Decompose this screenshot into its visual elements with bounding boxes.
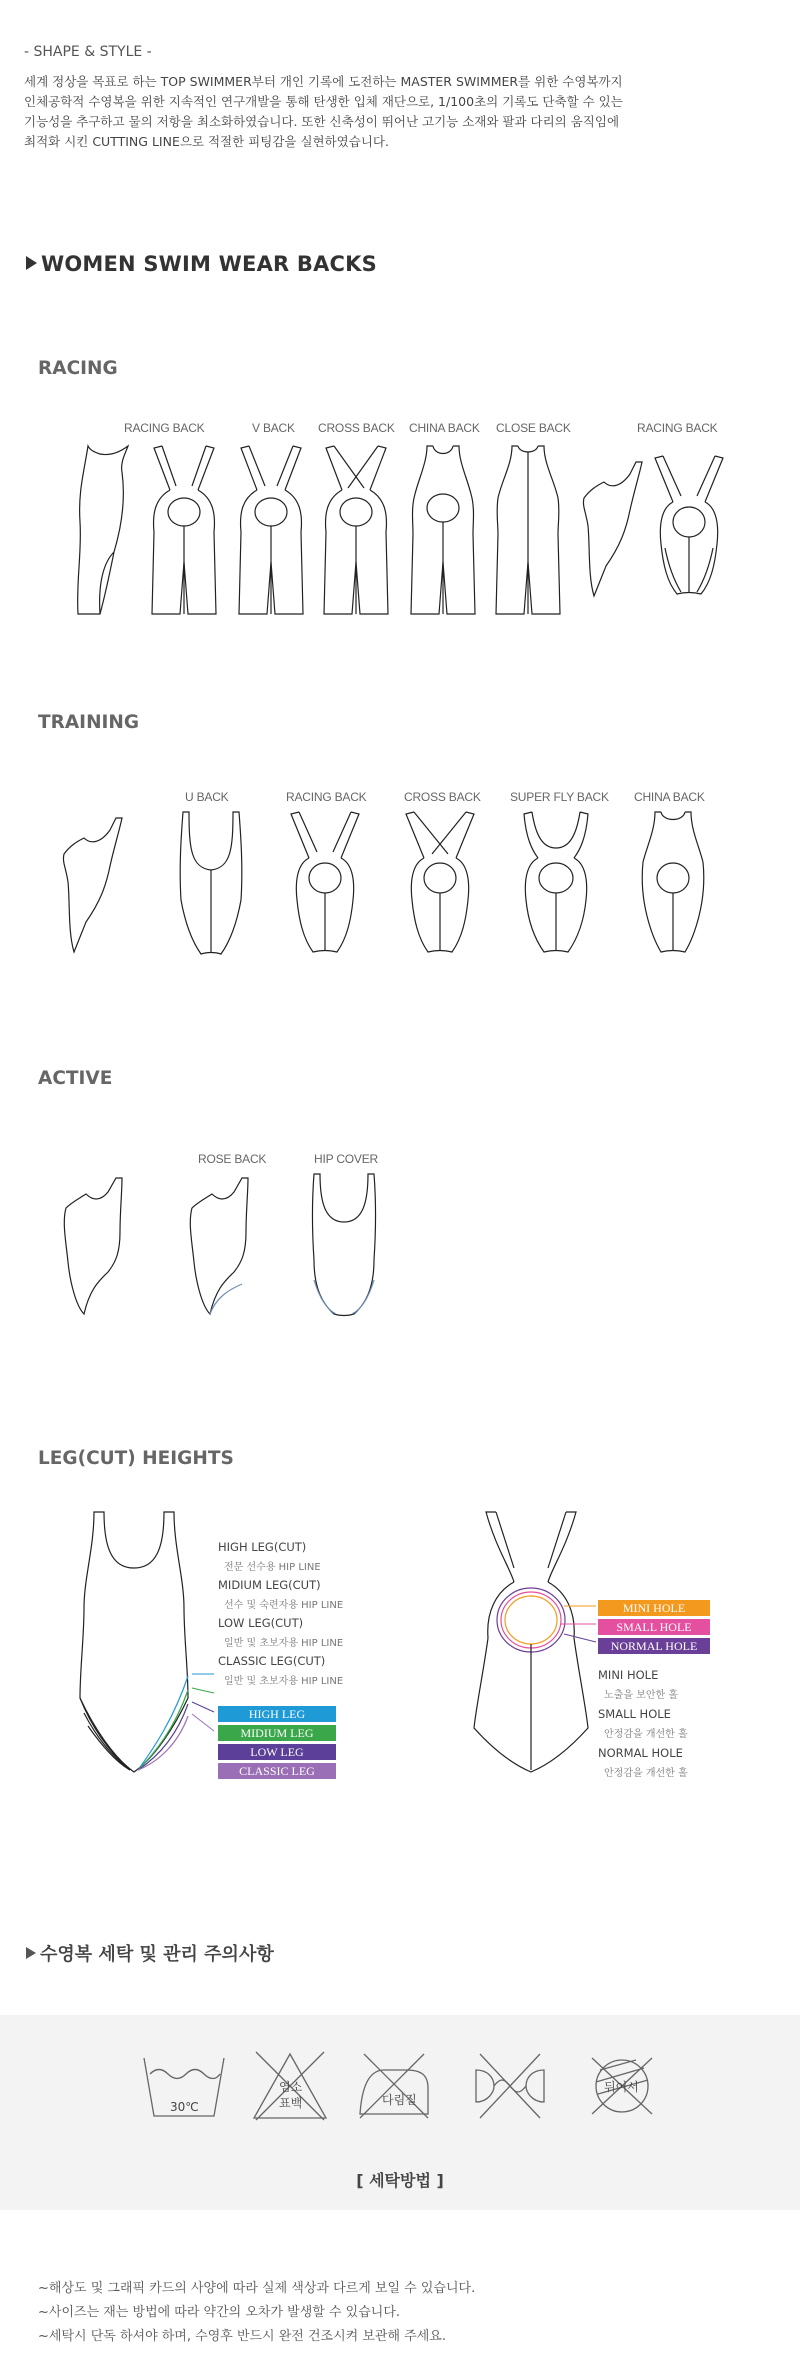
small-hole-box: SMALL HOLE (598, 1619, 710, 1635)
intro-line: 세계 정상을 목표로 하는 TOP SWIMMER부터 개인 기록에 도전하는 MASTER SWIMMER를 위한 수영복까지 (24, 74, 623, 89)
racing-label: RACING BACK (124, 421, 205, 435)
hole-desc-name: MINI HOLE (598, 1668, 659, 1682)
low-leg-box: LOW LEG (218, 1744, 336, 1760)
triangle-bullet-icon (26, 256, 37, 270)
no-bleach-text-1: 염소 (279, 2080, 303, 2094)
close-back-suit-icon (492, 442, 564, 622)
midium-leg-box: MIDIUM LEG (218, 1725, 336, 1741)
hole-desc-sub: 노출을 보안한 홀 (604, 1690, 678, 1701)
intro-line: 인체공학적 수영복을 위한 지속적인 연구개발을 통해 탄생한 입체 재단으로, 1/100초의 기록도 단축할 수 있는 (24, 94, 623, 109)
care-note: ~사이즈는 재는 방법에 따라 약간의 오차가 발생할 수 있습니다. (38, 2305, 401, 2320)
training-label: CROSS BACK (404, 790, 481, 804)
leg-desc-name: MIDIUM LEG(CUT) (218, 1578, 321, 1592)
leg-desc-sub: 전문 선수용 HIP LINE (224, 1562, 321, 1573)
super-fly-back-suit-icon (518, 808, 594, 960)
racing-label: CLOSE BACK (496, 421, 571, 435)
racing-back-short-suit-icon (653, 452, 725, 600)
high-leg-box: HIGH LEG (218, 1706, 336, 1722)
cross-back-suit-icon (320, 442, 392, 622)
training-label: SUPER FLY BACK (510, 790, 609, 804)
hole-desc-name: NORMAL HOLE (598, 1746, 683, 1760)
racing-label: CHINA BACK (409, 421, 480, 435)
shape-style-title: - SHAPE & STYLE - (24, 44, 152, 60)
care-heading (26, 1940, 274, 1966)
racing-label: RACING BACK (637, 421, 718, 435)
v-back-suit-icon (235, 442, 307, 622)
leg-desc-name: HIGH LEG(CUT) (218, 1540, 307, 1554)
leg-desc-name: LOW LEG(CUT) (218, 1616, 304, 1630)
active-label: HIP COVER (314, 1152, 378, 1166)
training-china-back-suit-icon (637, 808, 709, 960)
care-note: ~세탁시 단독 하셔야 하며, 수영후 반드시 완전 건조시켜 보관해 주세요. (38, 2329, 446, 2344)
training-label: RACING BACK (286, 790, 367, 804)
intro-paragraph (24, 72, 684, 152)
no-iron-icon (354, 2048, 434, 2124)
no-bleach-text-2: 표백 (279, 2096, 303, 2110)
training-cross-back-suit-icon (404, 808, 476, 960)
u-back-suit-icon (175, 808, 247, 960)
hole-desc-name: SMALL HOLE (598, 1707, 671, 1721)
hip-cover-suit-icon (306, 1170, 382, 1322)
racing-side-suit-icon (70, 442, 132, 622)
leg-desc-sub: 일반 및 초보자용 HIP LINE (224, 1676, 344, 1687)
racing-label: V BACK (252, 421, 295, 435)
leg-desc-name: CLASSIC LEG(CUT) (218, 1654, 326, 1668)
hole-desc-sub: 안정감을 개선한 홀 (604, 1729, 688, 1740)
training-title: TRAINING (38, 712, 140, 733)
training-racing-back-suit-icon (289, 808, 361, 960)
china-back-suit-icon (407, 442, 479, 622)
main-heading-text: WOMEN SWIM WEAR BACKS (41, 252, 377, 276)
mini-hole-box: MINI HOLE (598, 1600, 710, 1616)
leg-desc-sub: 일반 및 초보자용 HIP LINE (224, 1638, 344, 1649)
training-label: U BACK (185, 790, 229, 804)
hole-desc-sub: 안정감을 개선한 홀 (604, 1768, 688, 1779)
triangle-bullet-icon (26, 1947, 36, 1959)
intro-line: 기능성을 추구하고 물의 저항을 최소화하였습니다. 또한 신축성이 뛰어난 고기능 소재와 팔과 다리의 움직임에 (24, 114, 620, 129)
wash-method-label: [ 세탁방법 ] (356, 2171, 444, 2190)
active-label: ROSE BACK (198, 1152, 267, 1166)
hole-back-suit-icon (456, 1508, 606, 1776)
leg-cut-suit-icon (74, 1508, 200, 1776)
wash-temp-text: 30℃ (170, 2100, 199, 2114)
racing-back-suit-icon (148, 442, 220, 622)
normal-hole-box: NORMAL HOLE (598, 1638, 710, 1654)
training-label: CHINA BACK (634, 790, 705, 804)
intro-line: 최적화 시킨 CUTTING LINE으로 적절한 피팅감을 실현하였습니다. (24, 134, 389, 149)
active-title: ACTIVE (38, 1068, 113, 1089)
leg-desc-sub: 선수 및 숙련자용 HIP LINE (224, 1600, 344, 1611)
training-side-suit-icon (60, 812, 126, 962)
no-wring-icon (470, 2048, 550, 2124)
no-tumble-dry-text: 뒤어서 (604, 2080, 639, 2094)
care-heading-text: 수영복 세탁 및 관리 주의사항 (40, 1944, 274, 1965)
racing-title: RACING (38, 358, 118, 379)
care-note: ~해상도 및 그래픽 카드의 사양에 따라 실제 색상과 다르게 보일 수 있습니다. (38, 2281, 476, 2296)
leg-heights-title: LEG(CUT) HEIGHTS (38, 1448, 234, 1469)
main-heading (26, 252, 377, 276)
racing-label: CROSS BACK (318, 421, 395, 435)
classic-leg-box: CLASSIC LEG (218, 1763, 336, 1779)
active-side-suit-icon (60, 1172, 130, 1322)
no-iron-text: 다림질 (382, 2093, 417, 2107)
rose-back-suit-icon (186, 1172, 256, 1322)
racing-side-short-suit-icon (580, 456, 646, 606)
